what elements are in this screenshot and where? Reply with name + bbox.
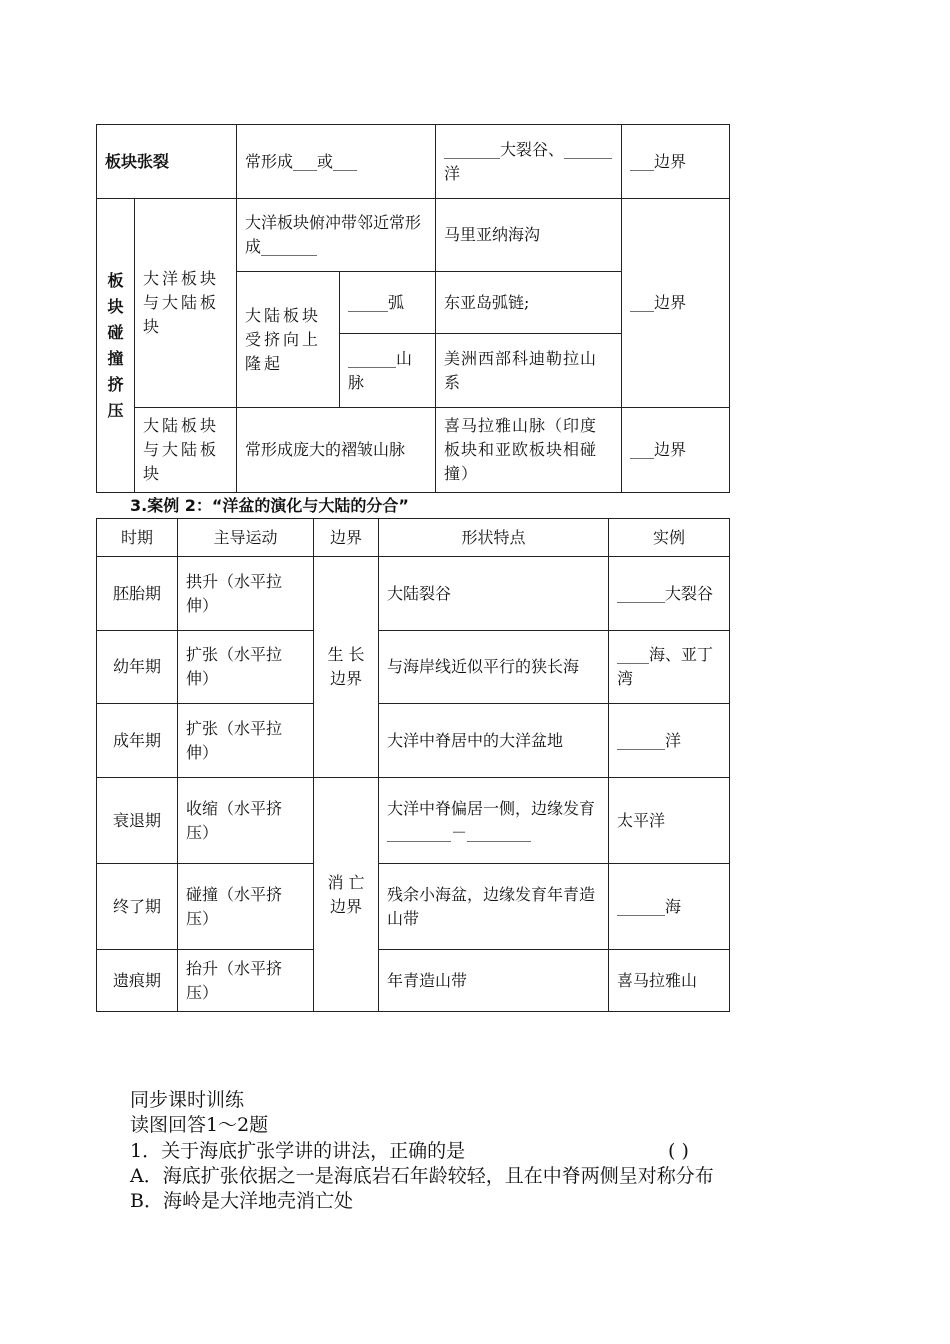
header-boundary: 边界 bbox=[314, 519, 379, 557]
header-shape: 形状特点 bbox=[379, 519, 609, 557]
option-a: A．海底扩张依据之一是海底岩石年龄较轻，且在中脊两侧呈对称分布 bbox=[130, 1165, 714, 1187]
example-cell: ______洋 bbox=[609, 704, 730, 778]
question-1: 1．关于海底扩张学讲的讲法，正确的是 bbox=[130, 1140, 466, 1162]
header-example: 实例 bbox=[609, 519, 730, 557]
boundary-die-cell: 消 亡边界 bbox=[314, 778, 379, 1012]
motion-cell: 扩张（水平拉伸） bbox=[178, 704, 314, 778]
shape-cell: 大洋中脊居中的大洋盆地 bbox=[379, 704, 609, 778]
ocean-continent-label: 大洋板块与大陆板块 bbox=[135, 199, 237, 408]
split-boundary: ___边界 bbox=[622, 125, 730, 199]
shape-cell: 年青造山带 bbox=[379, 950, 609, 1012]
motion-cell: 碰撞（水平挤压） bbox=[178, 864, 314, 950]
arc-text: _____弧 bbox=[340, 272, 436, 334]
split-example: _______大裂谷、______洋 bbox=[436, 125, 622, 199]
shape-cell: 大陆裂谷 bbox=[379, 557, 609, 631]
subduction-example: 马里亚纳海沟 bbox=[436, 199, 622, 272]
table-row bbox=[97, 704, 730, 778]
shape-cell: 残余小海盆，边缘发育年青造山带 bbox=[379, 864, 609, 950]
arc-example: 东亚岛弧链; bbox=[436, 272, 622, 334]
motion-cell: 拱升（水平拉伸） bbox=[178, 557, 314, 631]
exercise-title: 同步课时训练 bbox=[130, 1089, 245, 1111]
motion-cell: 扩张（水平拉伸） bbox=[178, 631, 314, 704]
table-row bbox=[97, 950, 730, 1012]
continent-continent-example: 喜马拉雅山脉（印度板块和亚欧板块相碰撞） bbox=[436, 408, 622, 493]
continent-continent-result: 常形成庞大的褶皱山脉 bbox=[237, 408, 436, 493]
example-cell: ______大裂谷 bbox=[609, 557, 730, 631]
period-cell: 终了期 bbox=[97, 864, 178, 950]
answer-blank: ( ) bbox=[668, 1140, 689, 1162]
uplift-text: 大陆板块受挤向上隆起 bbox=[237, 272, 340, 408]
table-row bbox=[97, 778, 730, 864]
split-header: 板块张裂 bbox=[97, 125, 237, 199]
split-result: 常形成___或___ bbox=[237, 125, 436, 199]
example-cell: 太平洋 bbox=[609, 778, 730, 864]
case-caption: 3.案例 2：“洋盆的演化与大陆的分合” bbox=[130, 496, 409, 515]
header-period: 时期 bbox=[97, 519, 178, 557]
example-cell: ____海、亚丁湾 bbox=[609, 631, 730, 704]
collision-header: 板 块 碰 撞 挤 压 bbox=[97, 199, 135, 493]
motion-cell: 收缩（水平挤压） bbox=[178, 778, 314, 864]
example-cell: 喜马拉雅山 bbox=[609, 950, 730, 1012]
option-b: B．海岭是大洋地壳消亡处 bbox=[130, 1190, 353, 1212]
exercise-instruction: 读图回答1～2题 bbox=[130, 1114, 269, 1136]
motion-cell: 抬升（水平挤压） bbox=[178, 950, 314, 1012]
table-row bbox=[97, 864, 730, 950]
period-cell: 遗痕期 bbox=[97, 950, 178, 1012]
shape-cell: 大洋中脊偏居一侧，边缘发育________－________ bbox=[379, 778, 609, 864]
header-motion: 主导运动 bbox=[178, 519, 314, 557]
continent-continent-label: 大陆板块与大陆板块 bbox=[135, 408, 237, 493]
mountain-example: 美洲西部科迪勒拉山系 bbox=[436, 334, 622, 408]
table-row bbox=[97, 631, 730, 704]
period-cell: 胚胎期 bbox=[97, 557, 178, 631]
table-row bbox=[97, 557, 730, 631]
period-cell: 衰退期 bbox=[97, 778, 178, 864]
mountain-text: ______山脉 bbox=[340, 334, 436, 408]
plate-boundary-table bbox=[96, 124, 730, 493]
example-cell: ______海 bbox=[609, 864, 730, 950]
period-cell: 成年期 bbox=[97, 704, 178, 778]
subduction-text: 大洋板块俯冲带邻近常形成_______ bbox=[237, 199, 436, 272]
ocean-basin-table bbox=[96, 518, 730, 1012]
boundary-grow-cell: 生 长边界 bbox=[314, 557, 379, 778]
period-cell: 幼年期 bbox=[97, 631, 178, 704]
continent-continent-boundary: ___边界 bbox=[622, 408, 730, 493]
ocean-continent-boundary: ___边界 bbox=[622, 199, 730, 408]
shape-cell: 与海岸线近似平行的狭长海 bbox=[379, 631, 609, 704]
